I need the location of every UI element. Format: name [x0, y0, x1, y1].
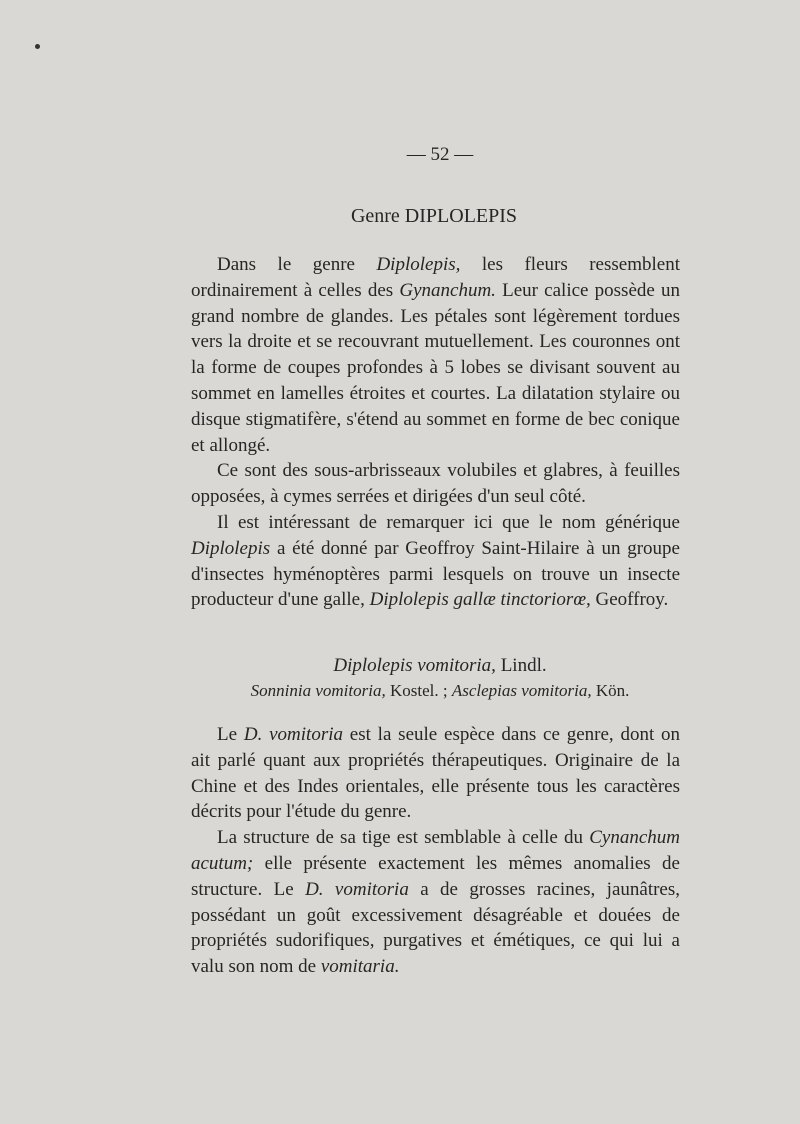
italic-species-name: Cynanchum acutum;: [191, 827, 680, 874]
italic-word: vomitaria.: [320, 956, 400, 978]
genus-heading: Genre DIPLOLEPIS: [350, 205, 518, 227]
italic-species-name: Diplolepis gallæ tinctoriorœ,: [369, 589, 591, 611]
ink-speck: [35, 44, 40, 49]
paragraph-habit: Ce sont des sous-arbrisseaux volubiles et glabres, à feuilles opposées, à cymes serrées et dirigées d'un seul côté.: [191, 460, 680, 508]
italic-genus-name: Gynanchum.: [399, 279, 496, 301]
species-synonyms: Sonninia vomitoria, Kostel. ; Asclepias vomitoria, Kön.: [250, 681, 630, 700]
italic-species-name: D. vomitoria: [305, 878, 409, 900]
italic-genus-name: Diplolepis,: [376, 254, 461, 275]
species-description: [191, 722, 680, 980]
page-number: — 52 —: [406, 144, 474, 165]
genus-description: [191, 252, 680, 613]
paragraph-origin: Le D. vomitoria est la seule espèce dans ce genre, dont on ait parlé quant aux propriétés thérapeutiques. Originaire de la Chine et des Indes orientales, elle présente tous les caractères décrits pour l'étude du genre.: [191, 724, 681, 823]
italic-species-name: D. vomitoria: [243, 724, 343, 745]
paragraph-flowers: Dans le genre Diplolepis, les fleurs ressemblent ordinairement à celles des Gynanchum. Leur calice possède un grand nombre de glandes. Les pétales sont légèrement tordues vers la droite et se recouvrant mutuellement. Les couronnes ont la forme de coupes profondes à 5 lobes se divisant souvent au sommet en lamelles étroites et courtes. La dilatation stylaire ou disque stigmatifère, s'étend au sommet en forme de bec conique et allongé.: [191, 254, 680, 456]
paragraph-etymology: Il est intéressant de remarquer ici que le nom générique Diplolepis a été donné par Geoffroy Saint-Hilaire à un groupe d'insectes hyménoptères parmi lesquels on trouve un insecte producteur d'une galle, Diplolepis gallæ tinctoriorœ, Geoffroy.: [191, 511, 680, 611]
species-title: Diplolepis vomitoria, Lindl.: [333, 655, 547, 676]
italic-genus-name: Diplolepis: [191, 537, 271, 559]
paragraph-structure: La structure de sa tige est semblable à celle du Cynanchum acutum; elle présente exactement les mêmes anomalies de structure. Le D. vomitoria a de grosses racines, jaunâtres, possédant un goût excessivement désagréable et douées de propriétés sudorifiques, purgatives et émétiques, ce qui lui a valu son nom de vomitaria.: [191, 827, 681, 978]
